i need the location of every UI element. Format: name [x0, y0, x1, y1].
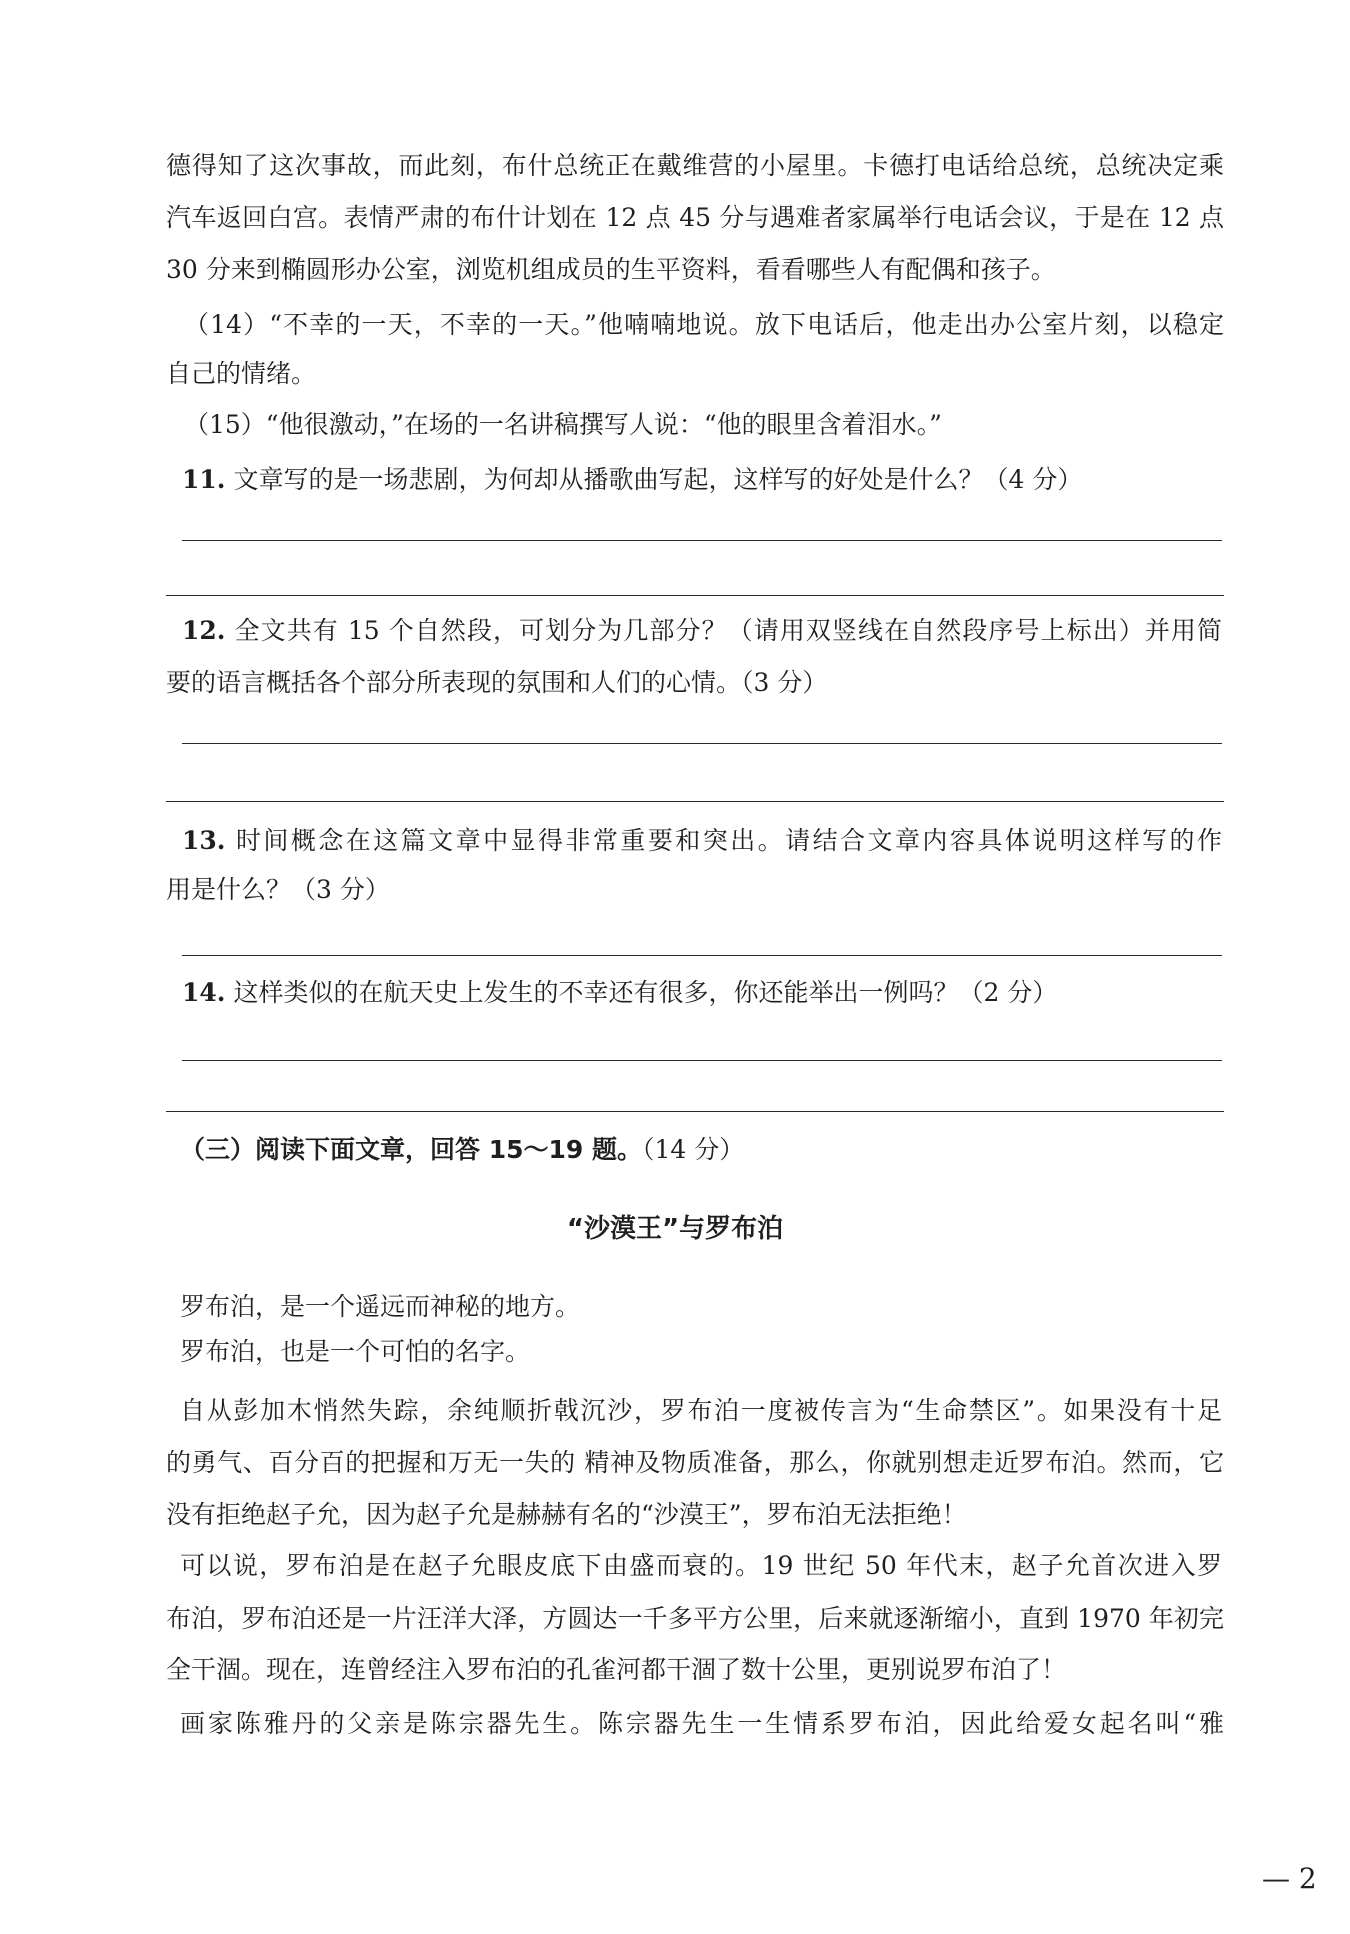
article-paragraph-line: 没有拒绝赵子允，因为赵子允是赫赫有名的“沙漠王”，罗布泊无法拒绝！ [166, 1500, 967, 1529]
answer-line [166, 1111, 1224, 1112]
question-11 [182, 463, 1224, 497]
article-paragraph-line: 全干涸。现在，连曾经注入罗布泊的孔雀河都干涸了数十公里，更别说罗布泊了！ [166, 1655, 1067, 1684]
answer-line [166, 595, 1224, 596]
article-paragraph: 罗布泊，也是一个可怕的名字。 [180, 1337, 531, 1366]
section-heading [180, 1133, 1224, 1167]
text-segment: ，罗布泊一度被传言为“生命禁区”。如果没有十足 [633, 1396, 1222, 1425]
emphasized-phrase: 折戟沉沙 [527, 1396, 634, 1425]
article-paragraph: 罗布泊，是一个遥远而神秘的地方。 [180, 1292, 581, 1321]
question-text: 要的语言概括各个部分所表现的氛围和人们的心情。（3 分） [166, 668, 828, 697]
question-14 [182, 976, 1224, 1010]
section-score: （14 分） [642, 1135, 745, 1164]
question-text: 文章写的是一场悲剧，为何却从播歌曲写起，这样写的好处是什么？（4 分） [233, 465, 1083, 494]
question-number: 14. [182, 978, 226, 1007]
page-number: — 2 [1262, 1862, 1317, 1895]
question-text: 时间概念在这篇文章中显得非常重要和突出。请结合文章内容具体说明这样写的作 [233, 826, 1222, 855]
paragraph-14-line: （14）“不幸的一天，不幸的一天。”他喃喃地说。放下电话后，他走出办公室片刻，以稳定 [184, 310, 1224, 339]
article-title: “沙漠王”与罗布泊 [566, 1214, 784, 1244]
article-paragraph-line [180, 1394, 1222, 1428]
question-number: 13. [182, 826, 226, 855]
passage-line: 德得知了这次事故，而此刻，布什总统正在戴维营的小屋里。卡德打电话给总统，总统决定乘 [166, 151, 1224, 180]
paragraph-14-line: 自己的情绪。 [166, 359, 317, 388]
article-paragraph-line: 画家陈雅丹的父亲是陈宗器先生。陈宗器先生一生情系罗布泊，因此给爱女起名叫“雅 [180, 1709, 1224, 1738]
answer-line [166, 801, 1224, 802]
article-paragraph-line: 布泊，罗布泊还是一片汪洋大泽，方圆达一千多平方公里，后来就逐渐缩小，直到 1970 年初完 [166, 1604, 1224, 1633]
answer-line [182, 955, 1222, 956]
passage-line: 汽车返回白宫。表情严肃的布什计划在 12 点 45 分与遇难者家属举行电话会议，于是在 12 点 [166, 203, 1224, 232]
question-text: 全文共有 15 个自然段，可划分为几部分？（请用双竖线在自然段序号上标出）并用简 [233, 616, 1222, 645]
question-12 [182, 614, 1222, 648]
article-paragraph-line: 可以说，罗布泊是在赵子允眼皮底下由盛而衰的。19 世纪 50 年代末，赵子允首次进入罗 [180, 1551, 1222, 1580]
question-number: 11. [182, 465, 226, 494]
paragraph-15-line: （15）“他很激动，”在场的一名讲稿撰写人说：“他的眼里含着泪水。” [184, 410, 942, 439]
question-number: 12. [182, 616, 226, 645]
answer-line [182, 743, 1222, 744]
question-text: 用是什么？（3 分） [166, 875, 390, 904]
question-13 [182, 824, 1222, 858]
question-text: 这样类似的在航天史上发生的不幸还有很多，你还能举出一例吗？（2 分） [233, 978, 1058, 1007]
section-heading-text: （三）阅读下面文章，回答 15～19 题。 [180, 1135, 642, 1164]
text-segment: 自从彭加木悄然失踪，余纯顺 [180, 1396, 528, 1425]
passage-line: 30 分来到椭圆形办公室，浏览机组成员的生平资料，看看哪些人有配偶和孩子。 [166, 255, 1056, 284]
answer-line [182, 540, 1222, 541]
answer-line [182, 1060, 1222, 1061]
article-paragraph-line: 的勇气、百分百的把握和万无一失的 精神及物质准备，那么，你就别想走近罗布泊。然而，它 [166, 1448, 1224, 1477]
